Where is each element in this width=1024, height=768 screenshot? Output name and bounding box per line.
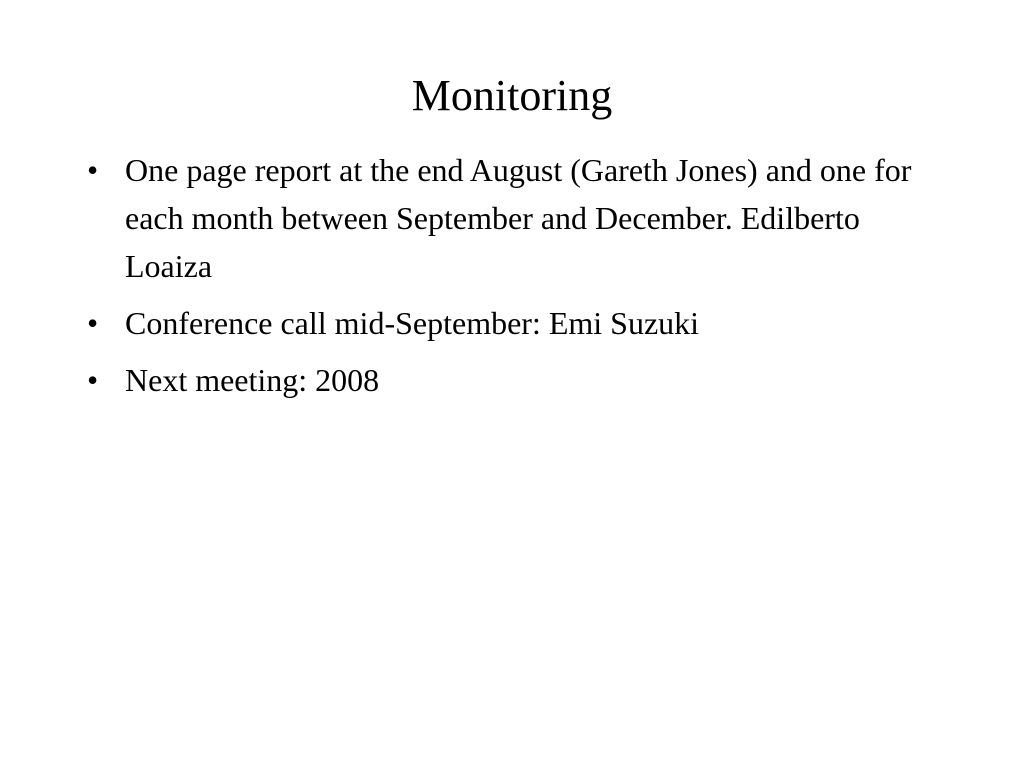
bullet-icon: • (87, 305, 99, 341)
bullet-text: Next meeting: 2008 (125, 362, 380, 398)
bullet-item-next-meeting (84, 356, 944, 404)
bullet-icon: • (87, 152, 99, 188)
bullet-item-report (84, 146, 944, 290)
slide-title: Monitoring (411, 71, 613, 120)
bullet-list (84, 146, 944, 413)
bullet-item-conference-call (84, 299, 944, 347)
bullet-text: One page report at the end August (Gareth Jones) and one for each month between September and December. Edilberto Loaiza (125, 152, 912, 284)
bullet-icon: • (87, 362, 99, 398)
bullet-text: Conference call mid-September: Emi Suzuki (125, 305, 700, 341)
